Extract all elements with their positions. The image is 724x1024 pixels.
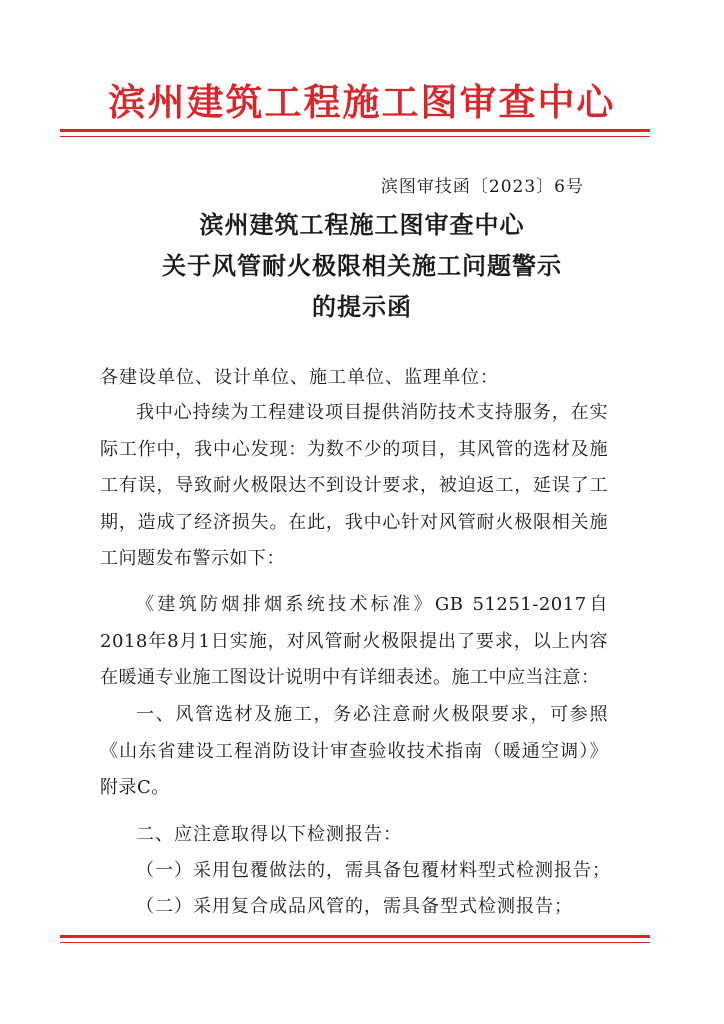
paragraph-intro: 我中心持续为工程建设项目提供消防技术支持服务，在实际工作中，我中心发现：为数不少的项目，其风管的选材及施工有误，导致耐火极限达不到设计要求，被迫返工，延误了工期，造成了经济损失。在此，我中心针对风管耐火极限相关施工问题发布警示如下： — [100, 402, 608, 570]
paragraph-standard: 《建筑防烟排烟系统技术标准》GB 51251-2017自2018年8月1日实施，对风管耐火极限提出了要求，以上内容在暖通专业施工图设计说明中有详细表述。施工中应当注意： — [100, 594, 608, 689]
document-number: 滨图审技函〔2023〕6号 — [380, 177, 584, 197]
footer-divider-thin — [60, 942, 650, 943]
paragraph-item-1: 一、风管选材及施工，务必注意耐火极限要求，可参照《山东省建设工程消防设计审查验收技术指南（暖通空调）》附录C。 — [100, 704, 608, 799]
header-divider-thick — [60, 129, 650, 132]
header-divider-thin — [60, 136, 650, 137]
footer-divider — [60, 935, 650, 943]
footer-divider-thick — [60, 935, 650, 938]
item-2-sub-2: （二）采用复合成品风管的，需具备型式检测报告； — [136, 896, 573, 917]
salutation: 各建设单位、设计单位、施工单位、监理单位： — [100, 367, 499, 388]
organization-header: 滨州建筑工程施工图审查中心 — [108, 80, 616, 124]
title-line-2: 关于风管耐火极限相关施工问题警示 — [162, 251, 562, 280]
item-2-heading: 二、应注意取得以下检测报告： — [136, 824, 402, 845]
title-line-1: 滨州建筑工程施工图审查中心 — [199, 210, 525, 239]
header-divider — [60, 129, 650, 137]
title-line-3: 的提示函 — [312, 292, 412, 321]
item-2-sub-1: （一）采用包覆做法的，需具备包覆材料型式检测报告； — [136, 860, 611, 881]
